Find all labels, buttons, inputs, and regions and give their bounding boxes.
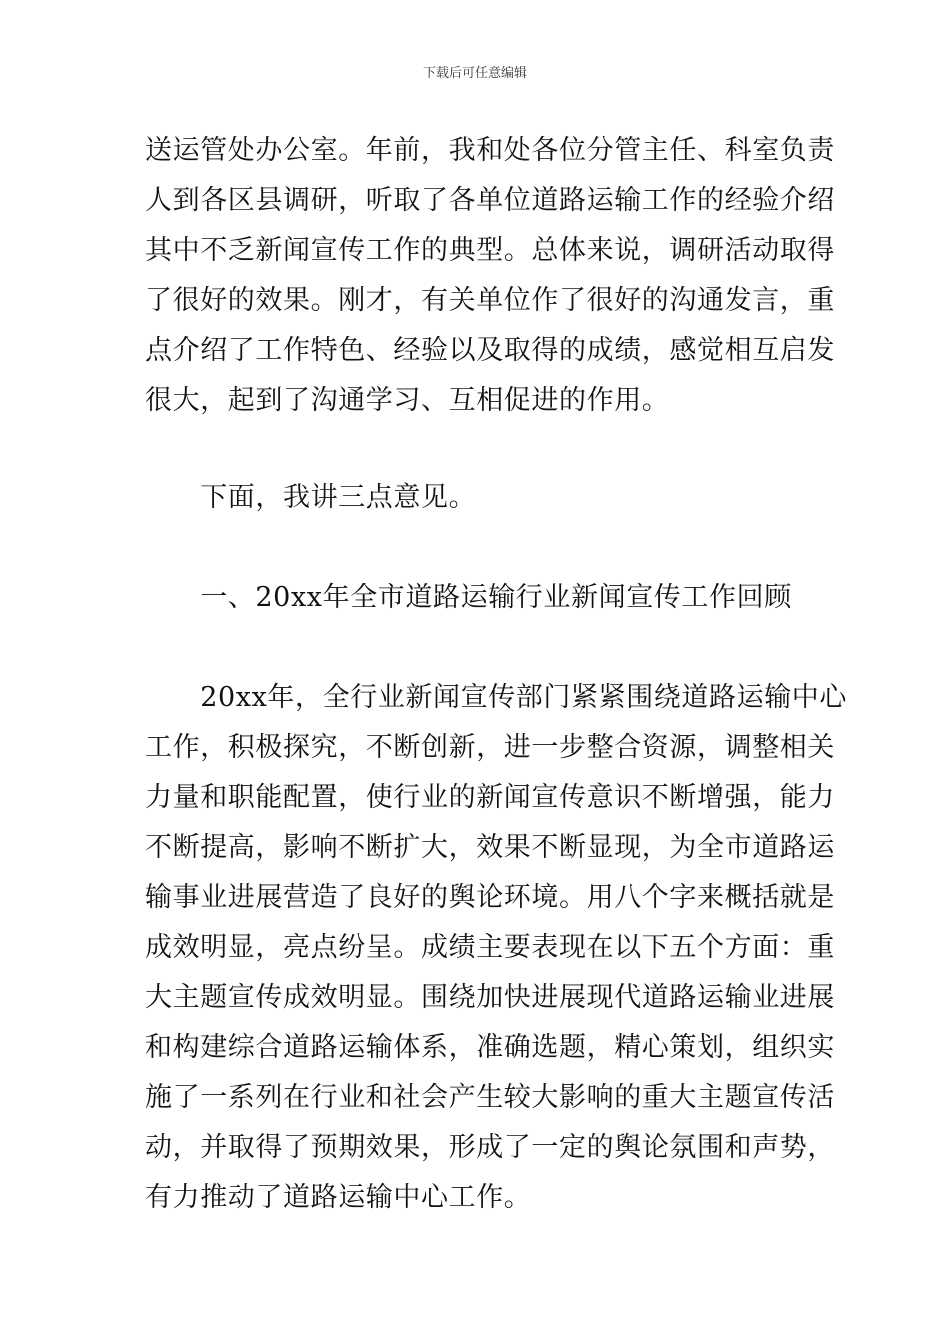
paragraph-intro [145,126,835,426]
page-header-note: 下载后可任意编辑 [422,66,527,81]
text-line: 不断提高，影响不断扩大，效果不断显现，为全市道路运 [145,832,835,863]
text-line: 输事业进展营造了良好的舆论环境。用八个字来概括就是 [145,882,835,913]
text-line: 人到各区县调研，听取了各单位道路运输工作的经验介绍 [145,185,835,216]
text-line: 大主题宣传成效明显。围绕加快进展现代道路运输业进展 [145,982,835,1013]
section-heading [145,573,807,623]
text-line: 有力推动了道路运输中心工作。 [145,1182,532,1213]
text-line: 力量和职能配置，使行业的新闻宣传意识不断增强，能力 [145,782,835,813]
text-line: 其中不乏新闻宣传工作的典型。总体来说，调研活动取得 [145,235,835,266]
text-line: 动，并取得了预期效果，形成了一定的舆论氛围和声势， [145,1132,835,1163]
text-line: 很大，起到了沟通学习、互相促进的作用。 [145,385,670,416]
text-line: 下面，我讲三点意见。 [145,482,477,513]
text-line: 成效明显，亮点纷呈。成绩主要表现在以下五个方面：重 [145,932,835,963]
text-line: 工作，积极探究，不断创新，进一步整合资源，调整相关 [145,732,835,763]
text-line: 和构建综合道路运输体系，准确选题，精心策划，组织实 [145,1032,835,1063]
text-line: 一、20xx年全市道路运输行业新闻宣传工作回顾 [145,582,792,613]
text-line: 施了一系列在行业和社会产生较大影响的重大主题宣传活 [145,1082,835,1113]
paragraph-transition [145,473,807,523]
text-line: 送运管处办公室。年前，我和处各位分管主任、科室负责 [145,135,835,166]
text-line: 点介绍了工作特色、经验以及取得的成绩，感觉相互启发 [145,335,835,366]
text-line: 了很好的效果。刚才，有关单位作了很好的沟通发言，重 [145,285,835,316]
paragraph-review [145,673,848,1223]
text-line: 20xx年，全行业新闻宣传部门紧紧围绕道路运输中心 [145,682,848,713]
